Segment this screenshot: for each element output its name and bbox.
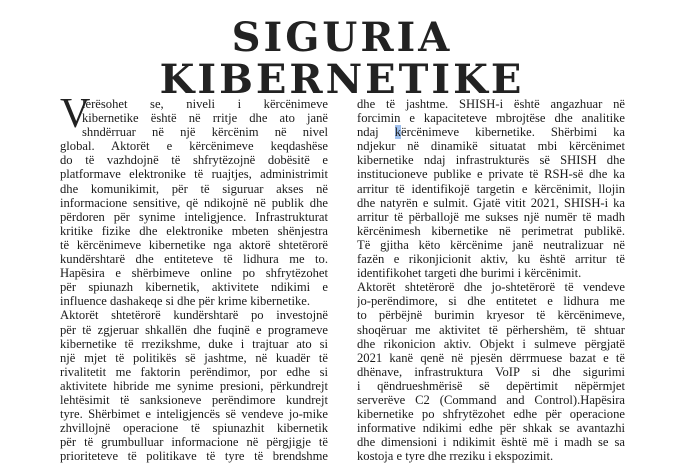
text-line: dhënave, infrastruktura VoIP si dhe sigurimi	[357, 364, 625, 379]
text-line: informative ndikimi edhe për shkak se avantazhi	[357, 421, 625, 436]
text-line: shndërruar në një kërcënim në nivel	[82, 125, 328, 140]
text-line: Aktorët shtetërorë kundërshtarë po investojnë	[60, 308, 328, 323]
text-line: institucioneve publike e private të RSH-së dhe ka	[357, 167, 625, 182]
text-line: për të grumbulluar informacione në përgjigje të	[60, 435, 328, 450]
text-line: influence dashakeqe si dhe për krime kibernetike.	[60, 294, 311, 309]
text-line: të kërcënimeve kibernetike nga aktorë shtetërorë	[60, 237, 328, 252]
text-line: ndaj kërcënimeve kibernetike. Shërbimi ka	[357, 125, 625, 140]
text-line: ndjekur në dinamikë situatat mbi kërcënimet	[357, 139, 625, 154]
left-text-column	[60, 91, 328, 463]
text-line: 2021 kanë qenë në pjesën dërrmuese bazat e të	[357, 350, 625, 365]
text-line: kibernetike po shfrytëzohet edhe për operacione	[357, 407, 625, 422]
text-line: prioriteteve të politikave të tyre të brendshme	[60, 449, 328, 463]
text-line: global. Aktorët e kërcënimeve keqdashëse	[60, 139, 328, 154]
text-line: zhvillojnë operacione të spiunazhit kibernetik	[60, 421, 328, 436]
text-line: serverëve C2 (Command and Control).Hapësira	[357, 392, 625, 407]
text-line: kibernetike është në rritje dhe ato janë	[82, 111, 328, 126]
text-line: platformave elektronike të ruajtjes, administrimit	[60, 167, 328, 182]
text-line: dhe rikonicion aktiv. Objekt i sulmeve përgjatë	[357, 336, 625, 351]
text-line: fazën e rikonjicionit aktiv, ku është arritur të	[357, 252, 625, 267]
text-line: lerësohet se, niveli i kërcënimeve	[82, 97, 328, 111]
text-line: kritike fizike dhe elektronike mbeten shënjestra	[60, 223, 328, 238]
text-line: dhe natyrën e sulmit. Gjatë vitit 2021, SHISH-i ka	[357, 195, 625, 210]
text-line: Të gjitha këto kërcënime janë neutralizuar në	[357, 237, 625, 252]
text-line: dhe komunikimit, për të siguruar akses në	[60, 181, 328, 196]
text-line: shoqëruar me aktivitet të përhershëm, të shtuar	[357, 322, 625, 337]
right-text-column	[357, 97, 625, 463]
text-line: arritur të përballojë me sukses një numër të madh	[357, 209, 625, 224]
text-line: rivalitetit me faktorin perëndimor, por edhe si	[60, 364, 328, 379]
text-line: forcimin e kapaciteteve mbrojtëse dhe analitike	[357, 111, 625, 126]
text-line: kibernetike ndaj infrastrukturës së SHISH dhe	[357, 153, 625, 168]
text-line: për të zgjeruar shkallën dhe fuqinë e programeve	[60, 322, 328, 337]
text-line: dhe dimensioni i ndikimit është më i madh se sa	[357, 435, 625, 450]
text-line: kërcënimesh kibernetike në perimetrat publikë.	[357, 223, 625, 238]
text-line: Hapësira e shërbimeve online po shfrytëzohet	[60, 266, 328, 281]
text-line: i qëndrueshmërisë së depërtimit nëpërmjet	[357, 378, 625, 393]
text-line: lehtësimit të sanksioneve perëndimore kundrejt	[60, 392, 328, 407]
text-cursor-highlight[interactable]: k	[394, 125, 402, 140]
text-line: për spiunazh kibernetik, aktivitete ndikimi e	[60, 280, 328, 295]
text-line: do të vazhdojnë të shfrytëzojnë dobësitë e	[60, 153, 328, 168]
text-line: Aktorët shtetërorë dhe jo-shtetërorë të vendeve	[357, 280, 625, 295]
text-line: përdoren për synime inteligjence. Infrastrukturat	[60, 209, 328, 224]
drop-cap: V	[60, 91, 91, 137]
text-line: një mjet të politikës së jashtme, në kuadër të	[60, 350, 328, 365]
text-line: kostoja e tyre dhe rreziku i ekspozimit.	[357, 449, 554, 463]
text-line: kundërshtarë dhe entiteteve të lidhura me to.	[60, 252, 328, 267]
text-line: tyre. Shërbimet e inteligjencës së vendeve jo-mike	[60, 407, 328, 422]
text-line: to përbëjnë burimin kryesor të kërcënimeve,	[357, 308, 625, 323]
page-title-line2: KIBERNETIKE	[159, 56, 525, 103]
text-line: kibernetike të rrezikshme, duke i trajtuar ato si	[60, 336, 328, 351]
text-line: informacione sensitive, që ndikojnë në publik dhe	[60, 195, 328, 210]
text-line: identifikohet targeti dhe burimi i kërcënimit.	[357, 266, 582, 281]
text-line: aktivitete hibride me synime presioni, përkundrejt	[60, 378, 328, 393]
text-line: dhe të jashtme. SHISH-i është angazhuar në	[357, 97, 625, 111]
page-title-line1: SIGURIA	[231, 14, 453, 61]
text-line: jo-perëndimore, si dhe entitetet e lidhura me	[357, 294, 625, 309]
text-line: arritur të identifikojë targetin e kërcënimit, llojin	[357, 181, 625, 196]
